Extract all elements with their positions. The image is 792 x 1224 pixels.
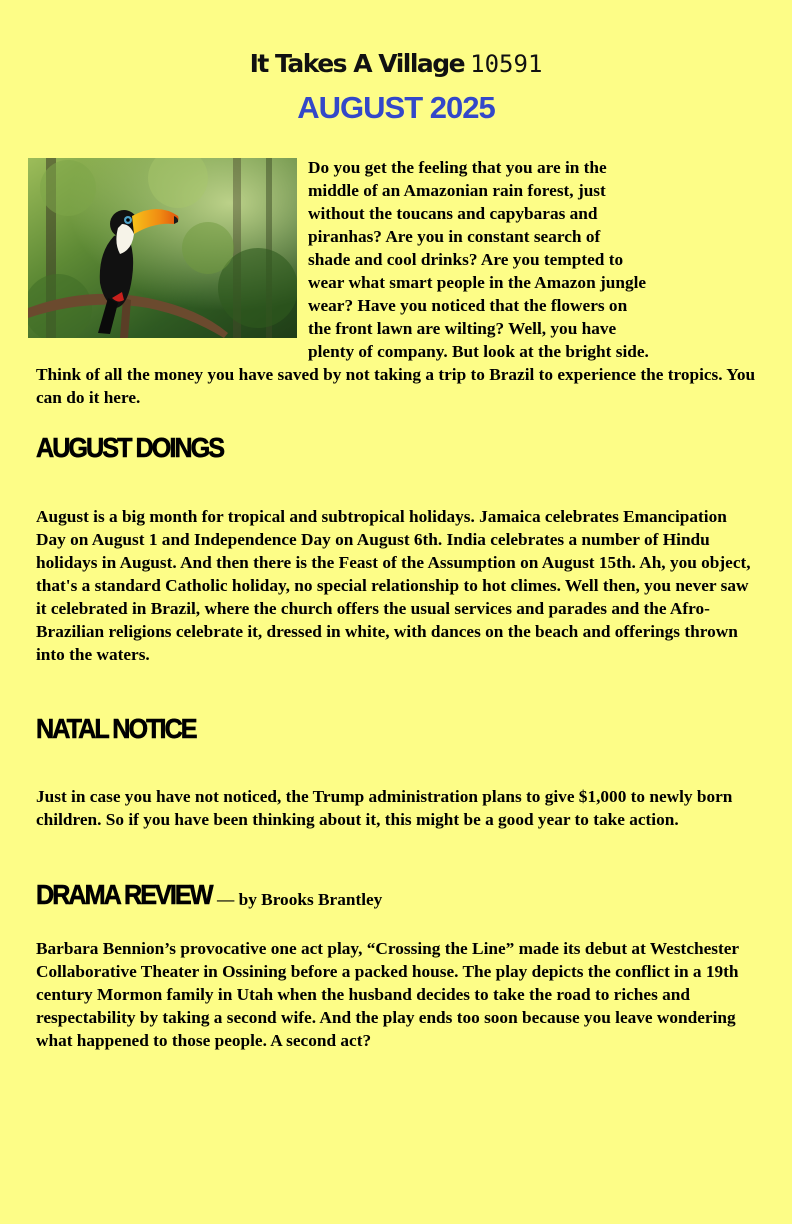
issue-date: AUGUST 2025 (297, 90, 495, 125)
drama-review-header (36, 878, 383, 912)
intro-line: wear? Have you noticed that the flowers on (308, 296, 628, 315)
intro-line: shade and cool drinks? Are you tempted to (308, 250, 624, 269)
drama-review-heading: DRAMA REVIEW (36, 879, 212, 910)
intro-line: plenty of company. But look at the bright side. (308, 342, 649, 361)
intro-paragraph-wrapped (308, 156, 728, 363)
natal-notice-heading: NATAL NOTICE (36, 713, 196, 744)
intro-line: Do you get the feeling that you are in the (308, 158, 607, 177)
intro-line: without the toucans and capybaras and (308, 204, 598, 223)
newsletter-zip: 10591 (470, 50, 543, 78)
newsletter-name: It Takes A Village (249, 49, 465, 78)
august-doings-body: August is a big month for tropical and subtropical holidays. Jamaica celebrates Emancipation Day on August 1 and Independence Day on August 6th. India celebrates a number of Hindu holidays in August. And then there is the Feast of the Assumption on August 15th. Ah, you object, that's a standard Catholic holiday, no special relationship to hot climes. Well then, you never saw it celebrated in Brazil, where the church offers the usual services and parades and the Afro-Brazilian religions celebrate it, dressed in white, with dances on the beach and offerings thrown into the waters. (36, 507, 751, 664)
intro-line: piranhas? Are you in constant search of (308, 227, 601, 246)
toucan-photo (28, 158, 297, 338)
natal-notice-body: Just in case you have not noticed, the Trump administration plans to give $1,000 to newly born children. So if you have been thinking about it, this might be a good year to take action. (36, 787, 733, 829)
drama-review-byline: — by Brooks Brantley (217, 890, 383, 909)
intro-line: middle of an Amazonian rain forest, just (308, 181, 606, 200)
newsletter-masthead (0, 48, 792, 80)
intro-line: wear what smart people in the Amazon jungle (308, 273, 647, 292)
intro-line: the front lawn are wilting? Well, you have (308, 319, 617, 338)
intro-paragraph-continued: Think of all the money you have saved by not taking a trip to Brazil to experience the tropics. You can do it here. (36, 365, 756, 407)
drama-review-body: Barbara Bennion’s provocative one act play, “Crossing the Line” made its debut at Westchester Collaborative Theater in Ossining before a packed house. The play depicts the conflict in a 19th century Mormon family in Utah when the husband decides to take the road to riches and respectability by taking a second wife. And the play ends too soon because you leave wondering what happened to those people. A second act? (36, 939, 739, 1050)
august-doings-heading: AUGUST DOINGS (36, 432, 224, 463)
